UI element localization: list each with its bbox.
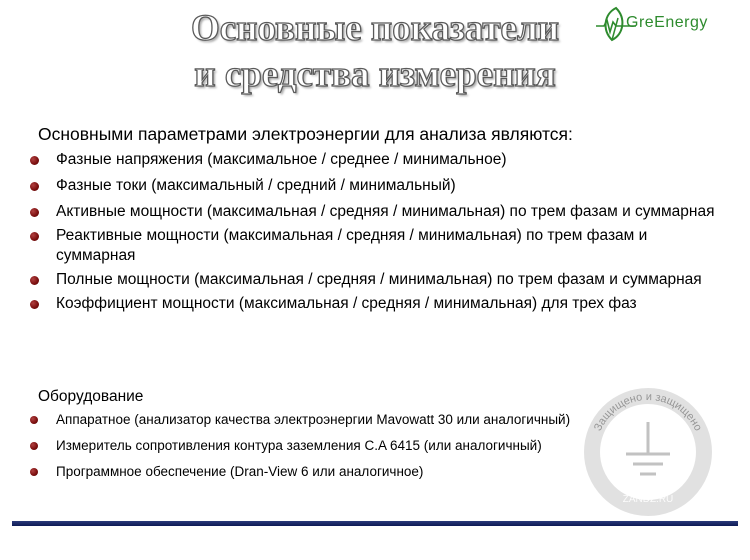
list-item: Реактивные мощности (максимальная / средняя / минимальная) по трем фазам и суммарная [30, 226, 720, 266]
list-item: Полные мощности (максимальная / средняя / минимальная) по трем фазам и суммарная [30, 270, 720, 290]
bullet-icon [30, 468, 38, 476]
parameters-list [30, 150, 720, 320]
ground-symbol-icon [626, 422, 670, 474]
bullet-icon [30, 416, 38, 424]
list-item: Измеритель сопротивления контура заземления C.A 6415 (или аналогичный) [30, 437, 630, 455]
bullet-icon [30, 300, 39, 309]
list-item: Программное обеспечение (Dran-View 6 или аналогичное) [30, 463, 630, 481]
bullet-icon [30, 156, 39, 165]
watermark-bottom-text: ZANDZ.RU [622, 494, 674, 505]
equipment-list [30, 411, 630, 489]
list-item: Аппаратное (анализатор качества электроэнергии Mavowatt 30 или аналогичный) [30, 411, 630, 429]
list-item: Фазные напряжения (максимальное / среднее / минимальное) [30, 150, 720, 170]
bullet-icon [30, 182, 39, 191]
greenergy-logo [596, 4, 746, 46]
list-item: Коэффициент мощности (максимальная / средняя / минимальная) для трех фаз [30, 294, 720, 314]
bullet-icon [30, 442, 38, 450]
intro-text: Основными параметрами электроэнергии для анализа являются: [38, 124, 573, 144]
bullet-icon [30, 208, 39, 217]
bullet-icon [30, 276, 39, 285]
equipment-title: Оборудование [38, 388, 144, 405]
list-item: Фазные токи (максимальный / средний / минимальный) [30, 176, 720, 196]
list-item: Активные мощности (максимальная / средняя / минимальная) по трем фазам и суммарная [30, 202, 720, 222]
watermark-top-text: Защищено и защищено [592, 390, 704, 433]
footer-divider [12, 521, 738, 526]
title-line-2: и средства измерения [194, 54, 556, 95]
watermark [578, 382, 718, 522]
title-line-1: Основные показатели [190, 8, 560, 49]
logo-text: GreEnergy [626, 14, 708, 31]
bullet-icon [30, 232, 39, 241]
